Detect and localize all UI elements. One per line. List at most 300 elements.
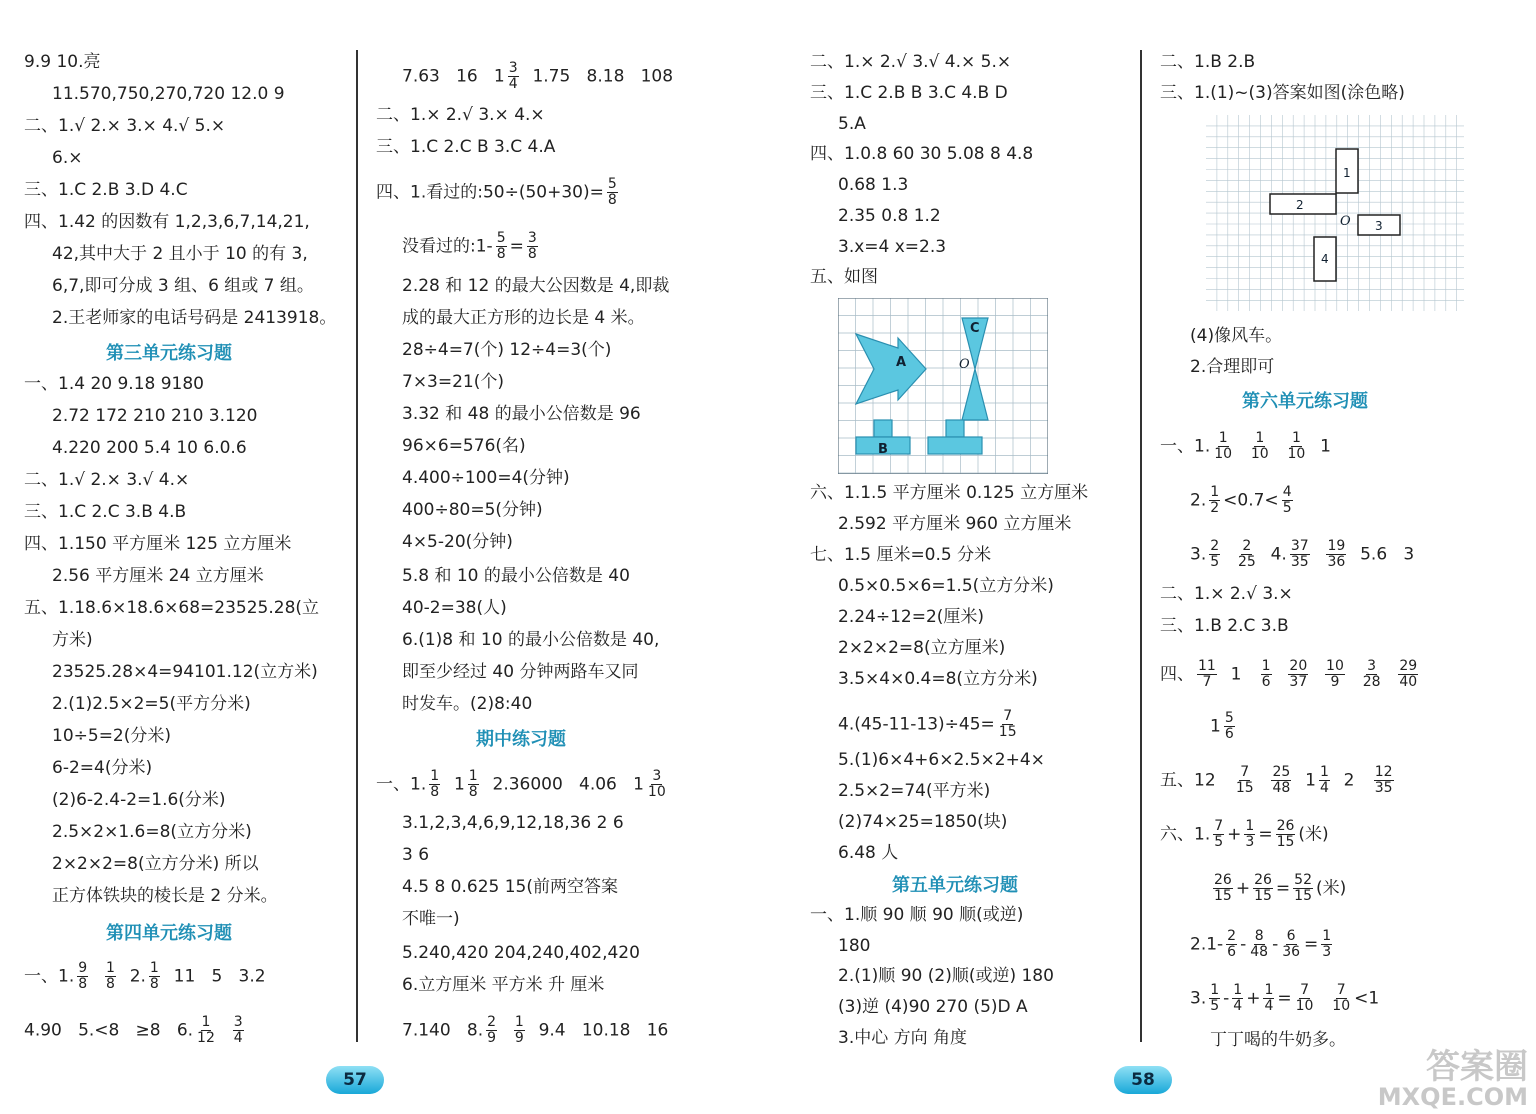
- watermark: [1377, 1047, 1528, 1111]
- section-heading: 期中练习题: [476, 729, 566, 750]
- answer-line: 6,7,即可分成 3 组、6 组或 7 组。: [52, 276, 314, 296]
- answer-line: 2.35 0.8 1.2: [838, 206, 941, 226]
- section-heading: 第五单元练习题: [892, 875, 1018, 896]
- text-run: 四、1.看过的:50÷(50+30)=: [376, 182, 604, 203]
- text-run: 没看过的:1-: [402, 236, 493, 257]
- text-run: 四、: [1160, 664, 1194, 685]
- answer-line: 4.400÷100=4(分钟): [402, 468, 570, 488]
- answer-line: 2.合理即可: [1190, 357, 1275, 377]
- fraction-numerator: 3: [233, 1014, 243, 1030]
- fraction-denominator: 9: [514, 1030, 524, 1046]
- fraction-denominator: 48: [1250, 944, 1269, 960]
- text-run: [1348, 665, 1359, 685]
- fraction: [1237, 539, 1257, 570]
- fraction-denominator: 15: [1235, 780, 1254, 796]
- fraction-numerator: 5: [1224, 710, 1234, 726]
- answer-line: 4.220 200 5.4 10 6.0.6: [52, 438, 247, 458]
- answer-line: 3.中心 方向 角度: [838, 1028, 968, 1048]
- text-run: -: [1223, 988, 1230, 1009]
- text-run: 3.: [1190, 544, 1207, 565]
- fraction-numerator: 7: [1300, 982, 1310, 998]
- text-run: 4.: [1259, 544, 1287, 565]
- fraction-numerator: 7: [1240, 764, 1250, 780]
- rotation-figure-windmill: [1206, 115, 1464, 311]
- fraction-numerator: 12: [1374, 764, 1393, 780]
- text-run: 2.: [118, 966, 146, 987]
- text-run: [91, 967, 102, 987]
- page-number-right: 58: [1114, 1066, 1172, 1094]
- answer-line: 三、1.B 2.C 3.B: [1160, 616, 1289, 636]
- answer-line: 三、1.C 2.C 3.B 4.B: [24, 502, 187, 522]
- fraction: [1271, 765, 1291, 796]
- fraction-denominator: 8: [496, 246, 506, 262]
- fraction-denominator: 15: [998, 724, 1017, 740]
- fraction-denominator: 15: [1294, 888, 1312, 904]
- answer-line: 时发车。(2)8:40: [402, 694, 533, 714]
- fraction-denominator: 4: [1319, 780, 1329, 796]
- answer-line: (2)6-2.4-2=1.6(分米): [52, 790, 226, 810]
- answer-line: [1210, 873, 1346, 904]
- answer-line: 成的最大正方形的边长是 4 米。: [402, 308, 645, 328]
- answer-line: 5.A: [838, 114, 866, 134]
- fraction: [1235, 765, 1255, 796]
- fraction-numerator: 26: [1214, 872, 1232, 888]
- section-heading: 第三单元练习题: [106, 343, 232, 364]
- text-run: [219, 1021, 230, 1041]
- text-run: [1311, 665, 1322, 685]
- text-run: (米): [1315, 878, 1347, 899]
- fraction-denominator: 4: [508, 76, 518, 92]
- fraction-denominator: 3: [1322, 944, 1332, 960]
- answer-line: 3.32 和 48 的最小公倍数是 96: [402, 404, 641, 424]
- fraction: [1209, 485, 1220, 516]
- text-run: 11 5 3.2: [162, 966, 266, 987]
- fraction-numerator: 2: [487, 1014, 497, 1030]
- watermark-url: MXQE.COM: [1377, 1083, 1528, 1111]
- fraction: [1263, 983, 1274, 1014]
- answer-line: 三、1.(1)~(3)答案如图(涂色略): [1160, 83, 1405, 103]
- fraction: [1282, 485, 1293, 516]
- answer-line: 2.王老师家的电话号码是 2413918。: [52, 308, 337, 328]
- text-run: 六、1.: [1160, 824, 1211, 845]
- fraction-numerator: 7: [1336, 982, 1346, 998]
- text-run: +: [1246, 988, 1261, 1009]
- fraction-denominator: 40: [1399, 674, 1418, 690]
- text-run: 一、1.: [24, 966, 75, 987]
- fraction: [1281, 929, 1301, 960]
- figure-label-b: B: [878, 442, 888, 457]
- fraction-denominator: 8: [468, 784, 478, 800]
- answer-line: [838, 709, 1021, 740]
- text-run: 1: [1309, 436, 1331, 457]
- fraction: [1250, 431, 1270, 462]
- text-run: -: [1240, 934, 1247, 955]
- page-number-left: 57: [326, 1066, 384, 1094]
- fraction-denominator: 15: [1276, 834, 1295, 850]
- fraction-denominator: 5: [1214, 834, 1224, 850]
- text-run: 4.(45-11-13)÷45=: [838, 714, 995, 735]
- fraction: [77, 961, 88, 992]
- fraction-denominator: 5: [1210, 998, 1220, 1014]
- fraction-numerator: 10: [1326, 658, 1344, 674]
- fraction-denominator: 12: [197, 1030, 215, 1046]
- figure-label-3: 3: [1375, 219, 1383, 233]
- column-divider: [356, 50, 358, 1042]
- fraction-numerator: 29: [1399, 658, 1418, 674]
- answer-line: 一、1.4 20 9.18 9180: [24, 374, 204, 394]
- text-run: [1236, 437, 1247, 457]
- fraction: [486, 1015, 497, 1046]
- fraction-denominator: 6: [1261, 674, 1271, 690]
- fraction-denominator: 28: [1362, 674, 1381, 690]
- answer-line: 2.28 和 12 的最大公因数是 4,即裁: [402, 276, 670, 296]
- fraction-numerator: 1: [1233, 982, 1243, 998]
- answer-line: 6.(1)8 和 10 的最小公倍数是 40,: [402, 630, 660, 650]
- answer-line: 六、1.1.5 平方厘米 0.125 立方厘米: [810, 483, 1089, 503]
- answer-line: [402, 1015, 668, 1046]
- text-run: 1: [443, 774, 465, 795]
- answer-line: 2.56 平方厘米 24 立方厘米: [52, 566, 264, 586]
- answer-line: 即至少经过 40 分钟两路车又同: [402, 662, 639, 682]
- fraction: [1209, 539, 1220, 570]
- answer-line: [402, 61, 673, 92]
- text-run: [1223, 545, 1234, 565]
- fraction-denominator: 6: [1224, 726, 1234, 742]
- fraction-denominator: 36: [1327, 554, 1346, 570]
- fraction-denominator: 8: [607, 192, 617, 208]
- answer-line: (3)逆 (4)90 270 (5)D A: [838, 997, 1028, 1017]
- fraction-numerator: 5: [607, 176, 617, 192]
- fraction: [468, 769, 479, 800]
- fraction: [1331, 983, 1351, 1014]
- answer-line: 三、1.C 2.B B 3.C 4.B D: [810, 83, 1008, 103]
- answer-line: 2.(1)2.5×2=5(平方分米): [52, 694, 251, 714]
- fraction-numerator: 1: [201, 1014, 211, 1030]
- text-run: [1317, 989, 1328, 1009]
- fraction: [233, 1015, 244, 1046]
- fraction: [998, 709, 1018, 740]
- fraction-numerator: 52: [1294, 872, 1312, 888]
- text-run: [1385, 665, 1396, 685]
- fraction-numerator: 9: [78, 960, 88, 976]
- text-run: 7.63 16 1: [402, 66, 505, 87]
- text-run: 1: [1219, 664, 1258, 685]
- fraction: [1224, 711, 1235, 742]
- fraction: [647, 769, 667, 800]
- fraction-numerator: 3: [652, 768, 662, 784]
- fraction: [1326, 539, 1346, 570]
- text-run: 五、12: [1160, 770, 1232, 791]
- answer-line: 23525.28×4=94101.12(立方米): [52, 662, 318, 682]
- fraction: [1209, 983, 1220, 1014]
- fraction-denominator: 10: [1295, 998, 1314, 1014]
- answer-line: 96×6=576(名): [402, 436, 526, 456]
- answer-line: 2.5×2=74(平方米): [838, 781, 991, 801]
- answer-line: [402, 231, 541, 262]
- text-run: [1313, 545, 1324, 565]
- answer-line: 6.48 人: [838, 843, 899, 863]
- answer-line: 七、1.5 厘米=0.5 分米: [810, 545, 992, 565]
- fraction-denominator: 8: [430, 784, 440, 800]
- answer-line: 28÷4=7(个) 12÷4=3(个): [402, 340, 612, 360]
- fraction: [527, 231, 538, 262]
- fraction-numerator: 5: [496, 230, 506, 246]
- fraction: [105, 961, 116, 992]
- answer-line: [1190, 929, 1335, 960]
- answer-line: (2)74×25=1850(块): [838, 812, 1008, 832]
- text-run: [1258, 771, 1269, 791]
- fraction: [1197, 659, 1217, 690]
- fraction-numerator: 8: [1254, 928, 1264, 944]
- answer-line: [1160, 819, 1329, 850]
- answer-line: 2.5×2×1.6=8(立方分米): [52, 822, 252, 842]
- section-heading: 第六单元练习题: [1242, 391, 1368, 412]
- fraction-denominator: 35: [1374, 780, 1393, 796]
- text-run: =: [509, 236, 524, 257]
- answer-line: 180: [838, 936, 871, 956]
- text-run: [1275, 665, 1286, 685]
- fraction-denominator: 9: [1330, 674, 1340, 690]
- text-run: 2.36000 4.06 1: [481, 774, 644, 795]
- answer-line: 三、1.C 2.C B 3.C 4.A: [376, 137, 556, 157]
- text-run: 一、1.: [1160, 436, 1211, 457]
- answer-line: [24, 961, 266, 992]
- fraction-denominator: 15: [1254, 888, 1272, 904]
- answer-line: [1160, 431, 1331, 462]
- answer-line: 二、1.× 2.√ 3.×: [1160, 584, 1293, 604]
- fraction-denominator: 7: [1202, 674, 1212, 690]
- answer-line: 6.立方厘米 平方米 升 厘米: [402, 975, 605, 995]
- answer-line: 二、1.√ 2.× 3.√ 4.×: [24, 470, 190, 490]
- fraction: [1232, 983, 1243, 1014]
- answer-line: 9.9 10.亮: [24, 52, 101, 72]
- text-run: =: [1304, 934, 1319, 955]
- text-run: 2.: [1190, 490, 1207, 511]
- text-run: =: [1275, 878, 1291, 899]
- fraction-denominator: 10: [647, 784, 666, 800]
- fraction-denominator: 36: [1282, 944, 1301, 960]
- answer-line: 6-2=4(分米): [52, 758, 153, 778]
- text-run: 3.: [1190, 988, 1207, 1009]
- fraction: [1295, 983, 1315, 1014]
- answer-line: (4)像风车。: [1190, 326, 1283, 346]
- answer-line: 5.8 和 10 的最小公倍数是 40: [402, 566, 630, 586]
- fraction-denominator: 9: [487, 1030, 497, 1046]
- text-run: =: [1277, 988, 1292, 1009]
- answer-line: [376, 177, 621, 208]
- fraction-numerator: 2: [1227, 928, 1237, 944]
- rotation-figure-abc: [838, 298, 1048, 474]
- fraction-numerator: 3: [527, 230, 537, 246]
- fraction-numerator: 20: [1289, 658, 1308, 674]
- fraction: [514, 1015, 525, 1046]
- fraction-denominator: 35: [1290, 554, 1309, 570]
- fraction-numerator: 1: [1210, 484, 1220, 500]
- fraction: [1287, 431, 1307, 462]
- answer-line: 4.5 8 0.625 15(前两空答案: [402, 877, 618, 897]
- answer-line: 7×3=21(个): [402, 372, 505, 392]
- fraction-numerator: 19: [1327, 538, 1346, 554]
- figure-label-2: 2: [1296, 198, 1304, 212]
- figure-label-o: O: [1340, 214, 1351, 229]
- fraction-numerator: 25: [1272, 764, 1291, 780]
- fraction: [1213, 873, 1233, 904]
- answer-line: 五、1.18.6×18.6×68=23525.28(立: [24, 598, 320, 618]
- watermark-logo-text: 答案圈: [1426, 1047, 1528, 1087]
- answer-line: 三、1.C 2.B 3.D 4.C: [24, 180, 188, 200]
- fraction-numerator: 1: [1261, 658, 1271, 674]
- fraction-numerator: 7: [1214, 818, 1224, 834]
- text-run: [500, 1021, 511, 1041]
- answer-line: 2.(1)顺 90 (2)顺(或逆) 180: [838, 966, 1054, 986]
- answer-line: 2.72 172 210 210 3.120: [52, 406, 258, 426]
- answer-line: 3 6: [402, 845, 430, 865]
- fraction-numerator: 1: [105, 960, 115, 976]
- answer-line: 11.570,750,270,720 12.0 9: [52, 84, 285, 104]
- fraction: [1290, 539, 1310, 570]
- fraction-denominator: 4: [1264, 998, 1274, 1014]
- answer-line: 3.5×4×0.4=8(立方分米): [838, 669, 1038, 689]
- fraction: [1293, 873, 1313, 904]
- fraction-numerator: 2: [1242, 538, 1252, 554]
- fraction-denominator: 8: [527, 246, 537, 262]
- fraction-numerator: 6: [1286, 928, 1296, 944]
- answer-line: [1190, 983, 1379, 1014]
- fraction-numerator: 4: [1282, 484, 1292, 500]
- column-divider: [1140, 50, 1142, 1042]
- fraction-denominator: 8: [149, 976, 159, 992]
- fraction-numerator: 7: [1003, 708, 1013, 724]
- answer-line: 五、如图: [810, 267, 878, 287]
- text-run: (米): [1298, 824, 1329, 845]
- fraction-denominator: 3: [1245, 834, 1255, 850]
- fraction: [1362, 659, 1382, 690]
- fraction-numerator: 1: [1210, 982, 1220, 998]
- section-heading: 第四单元练习题: [106, 923, 232, 944]
- fraction: [1398, 659, 1418, 690]
- fraction-denominator: 4: [1233, 998, 1243, 1014]
- answer-line: 42,其中大于 2 且小于 10 的有 3,: [52, 244, 308, 264]
- fraction: [1288, 659, 1308, 690]
- answer-line: [1160, 765, 1397, 796]
- fraction-denominator: 5: [1282, 500, 1292, 516]
- answer-line: 2×2×2=8(立方厘米): [838, 638, 1006, 658]
- answer-line: 2×2×2=8(立方分米) 所以: [52, 854, 259, 874]
- fraction: [1261, 659, 1272, 690]
- answer-line: 0.68 1.3: [838, 175, 909, 195]
- fraction: [1244, 819, 1255, 850]
- answer-line: 6.×: [52, 148, 83, 168]
- answer-line: 一、1.顺 90 顺 90 顺(或逆): [810, 905, 1024, 925]
- answer-line: 10÷5=2(分米): [52, 726, 172, 746]
- answer-line: 四、1.0.8 60 30 5.08 8 4.8: [810, 144, 1034, 164]
- fraction-denominator: 10: [1250, 446, 1269, 462]
- fraction-numerator: 2: [1210, 538, 1220, 554]
- fraction: [1276, 819, 1296, 850]
- answer-line: 不唯一): [402, 909, 460, 929]
- fraction: [149, 961, 160, 992]
- fraction: [196, 1015, 216, 1046]
- text-run: 1.75 8.18 108: [521, 66, 674, 87]
- figure-label-a: A: [896, 355, 907, 370]
- fraction-numerator: 1: [1322, 928, 1332, 944]
- fraction-denominator: 25: [1237, 554, 1256, 570]
- fraction-numerator: 26: [1276, 818, 1295, 834]
- answer-line: 5.240,420 204,240,402,420: [402, 943, 640, 963]
- fraction-numerator: 1: [468, 768, 478, 784]
- answer-line: [24, 1015, 247, 1046]
- fraction-numerator: 3: [1367, 658, 1377, 674]
- answer-line: 5.(1)6×4+6×2.5×2+4×: [838, 750, 1045, 770]
- answer-line: [1190, 485, 1296, 516]
- text-run: +: [1227, 824, 1242, 845]
- answer-line: 0.5×0.5×6=1.5(立方分米): [838, 576, 1054, 596]
- fraction-numerator: 1: [1218, 430, 1228, 446]
- answer-line: 40-2=38(人): [402, 598, 507, 618]
- answer-line: 2.592 平方厘米 960 立方厘米: [838, 514, 1072, 534]
- answer-line: [376, 769, 670, 800]
- fraction-denominator: 8: [105, 976, 115, 992]
- text-run: 9.4 10.18 16: [527, 1020, 669, 1041]
- answer-line: [1160, 659, 1421, 690]
- answer-line: 四、1.42 的因数有 1,2,3,6,7,14,21,: [24, 212, 310, 232]
- fraction-numerator: 26: [1254, 872, 1272, 888]
- fraction-denominator: 48: [1272, 780, 1291, 796]
- text-run: 4.90 5.<8 ≥8 6.: [24, 1020, 194, 1041]
- text-run: <1: [1354, 988, 1380, 1009]
- fraction-numerator: 1: [1264, 982, 1274, 998]
- answer-line: 四、1.150 平方厘米 125 立方厘米: [24, 534, 292, 554]
- fraction-denominator: 4: [233, 1030, 243, 1046]
- fraction: [1213, 431, 1233, 462]
- answer-line: 二、1.B 2.B: [1160, 52, 1256, 72]
- fraction-numerator: 1: [1319, 764, 1329, 780]
- fraction: [1253, 873, 1273, 904]
- fraction-denominator: 15: [1214, 888, 1232, 904]
- text-run: 7.140 8.: [402, 1020, 484, 1041]
- text-run: -: [1272, 934, 1279, 955]
- fraction-numerator: 3: [508, 60, 518, 76]
- fraction: [1213, 819, 1224, 850]
- answer-line: 二、1.× 2.√ 3.√ 4.× 5.×: [810, 52, 1012, 72]
- fraction: [1249, 929, 1269, 960]
- answer-line: 3.1,2,3,4,6,9,12,18,36 2 6: [402, 813, 624, 833]
- figure-label-o: O: [959, 357, 970, 372]
- answer-line: 正方体铁块的棱长是 2 分米。: [52, 886, 278, 906]
- fraction-numerator: 1: [514, 1014, 524, 1030]
- fraction: [496, 231, 507, 262]
- answer-line: 3.x=4 x=2.3: [838, 237, 947, 257]
- answer-line: 二、1.× 2.√ 3.× 4.×: [376, 105, 545, 125]
- answer-line: 2.24÷12=2(厘米): [838, 607, 985, 627]
- fraction-numerator: 1: [1245, 818, 1255, 834]
- fraction-denominator: 5: [1210, 554, 1220, 570]
- fraction: [1319, 765, 1330, 796]
- text-run: =: [1258, 824, 1273, 845]
- fraction-denominator: 2: [1210, 500, 1220, 516]
- text-run: 1: [1294, 770, 1316, 791]
- fraction-denominator: 10: [1332, 998, 1351, 1014]
- answer-line: [1190, 539, 1414, 570]
- fraction: [1374, 765, 1394, 796]
- fraction: [1325, 659, 1345, 690]
- fraction-numerator: 1: [1255, 430, 1265, 446]
- fraction-denominator: 8: [78, 976, 88, 992]
- answer-line: 400÷80=5(分钟): [402, 500, 543, 520]
- text-run: +: [1235, 878, 1251, 899]
- fraction-numerator: 1: [149, 960, 159, 976]
- text-run: 1: [1210, 716, 1221, 737]
